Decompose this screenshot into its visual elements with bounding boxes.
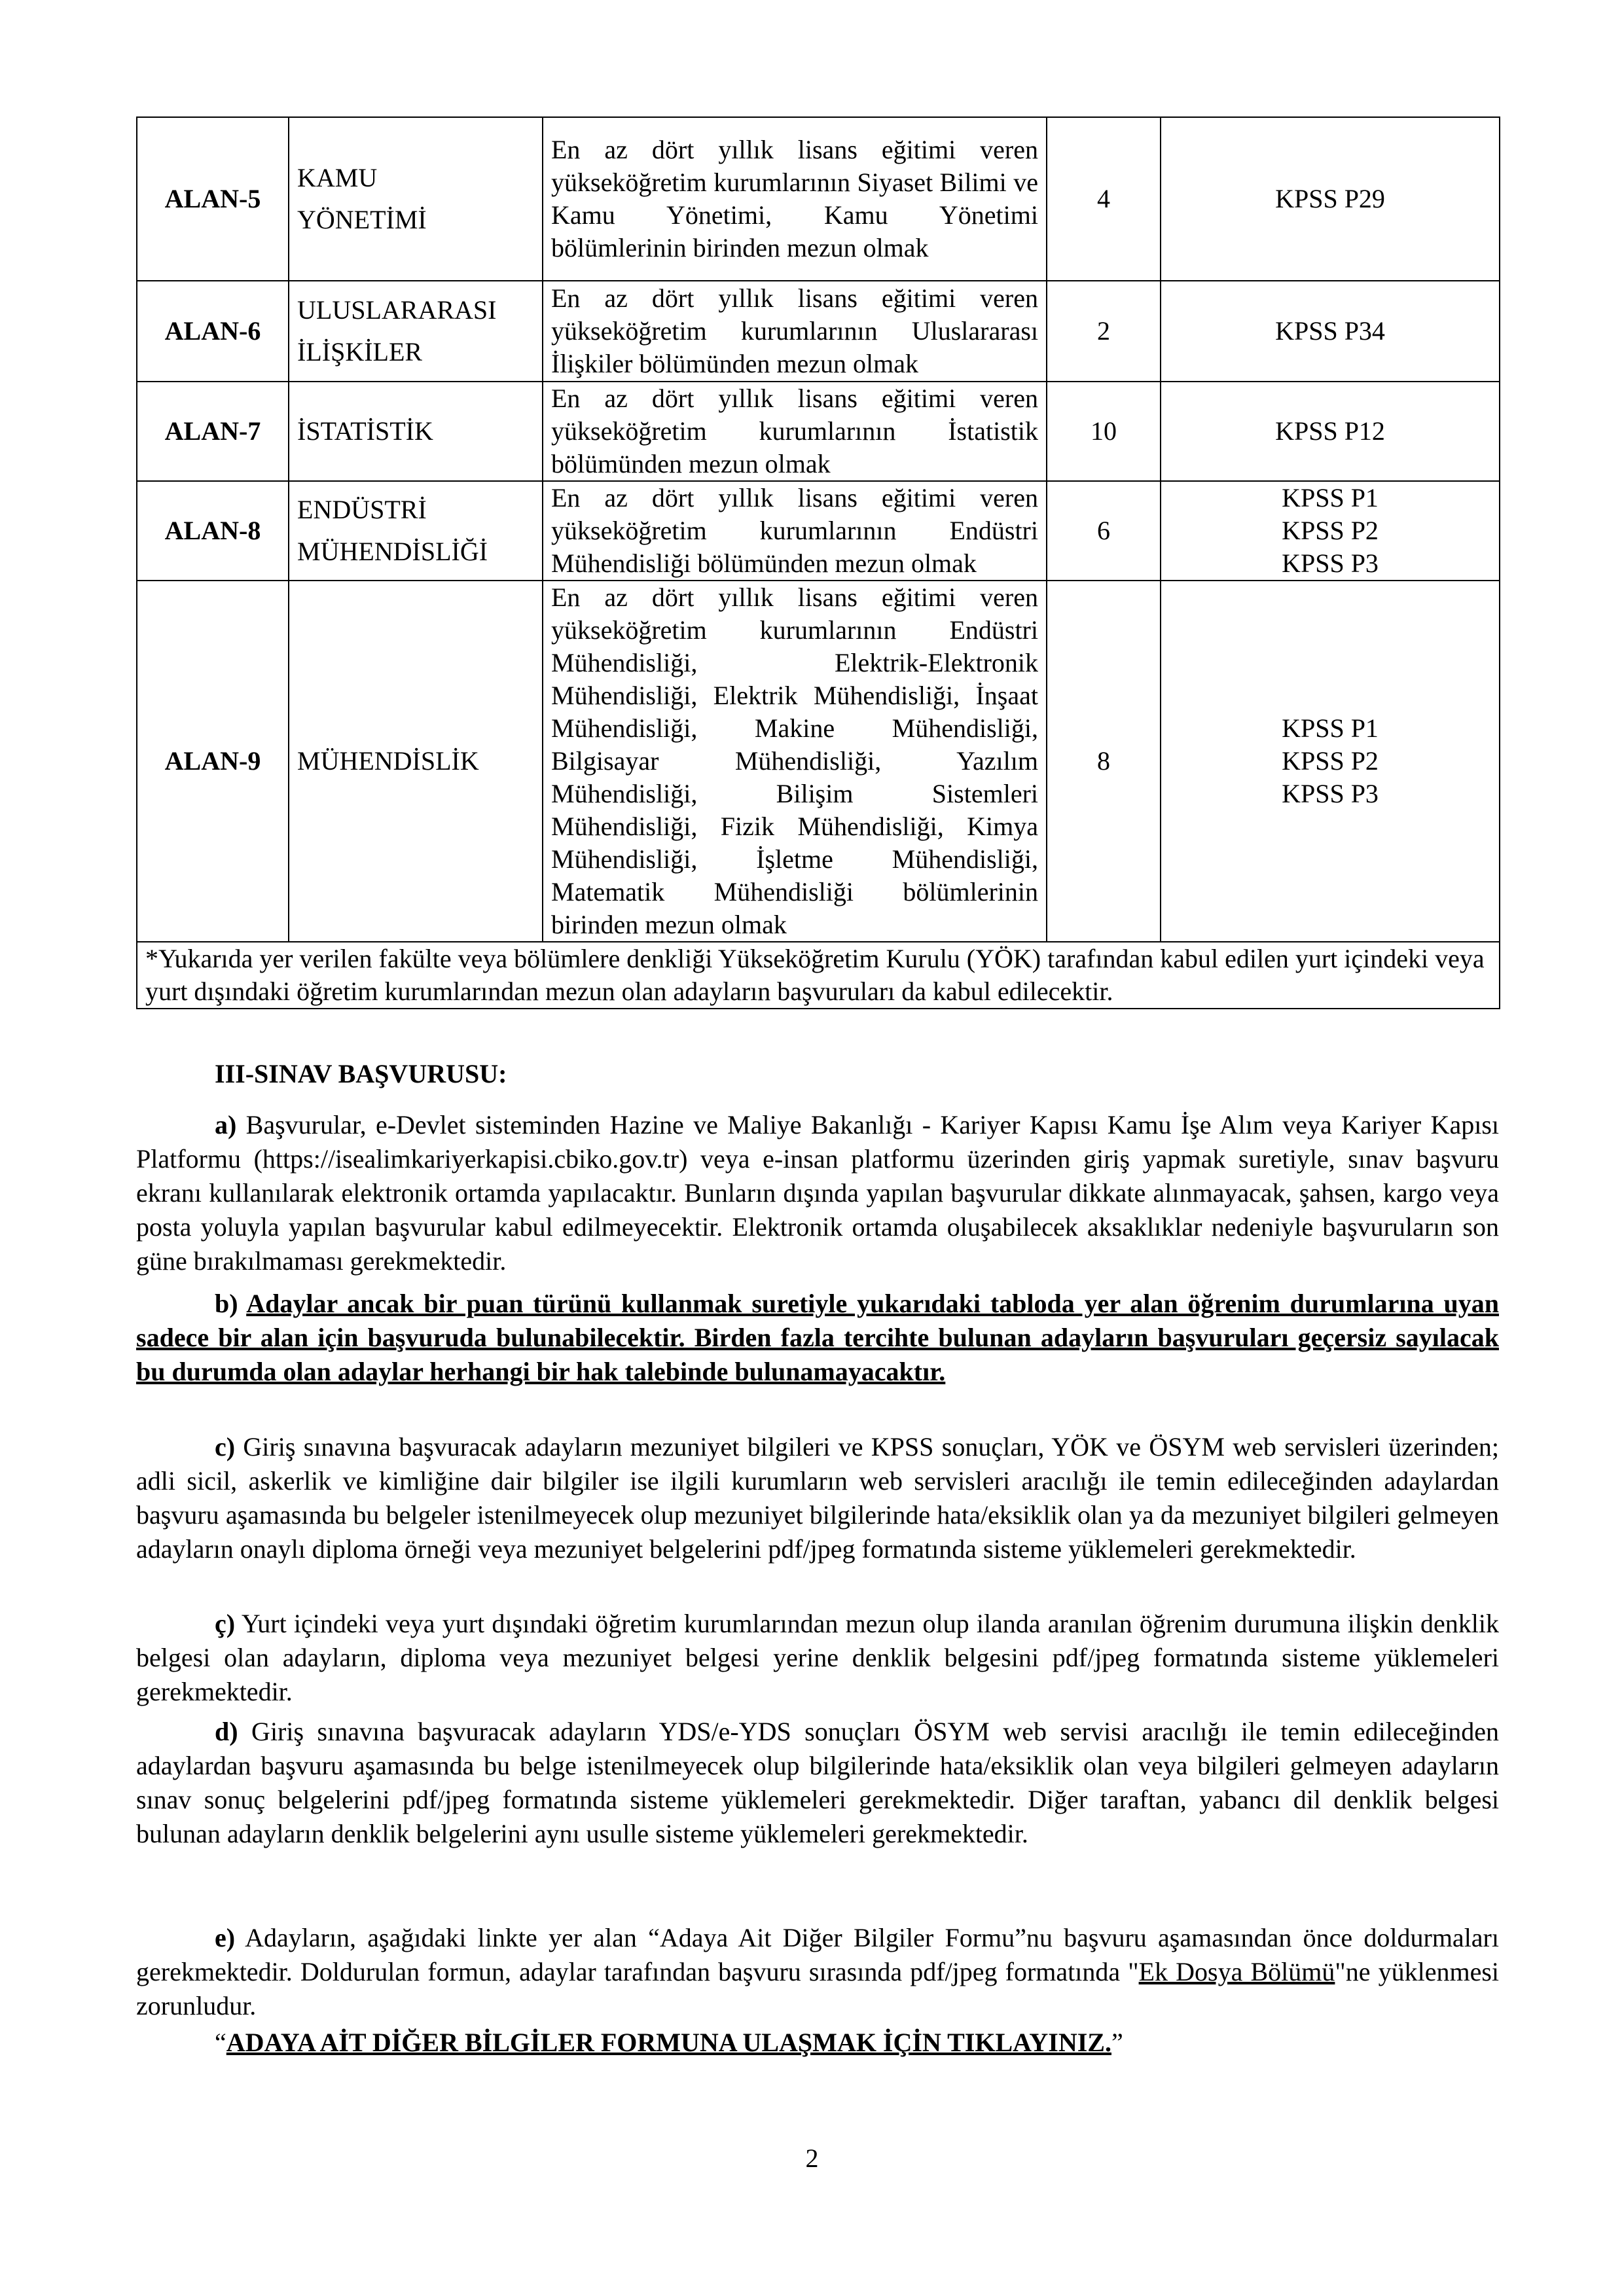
area-score-types [1161,382,1500,481]
area-requirement: En az dört yıllık lisans eğitimi veren yükseköğretim kurumlarının Uluslararası İlişkiler bölümünden mezun olmak [543,281,1047,382]
paragraph-a-text: Başvurular, e-Devlet sisteminden Hazine ve Maliye Bakanlığı - Kariyer Kapısı Kamu İşe Alım veya Kariyer Kapısı Platformu (https://isealimkariyerkapisi.cbiko.gov.tr) veya e-insan platformu üzerinden giriş yapmak suretiyle, sınav başvuru ekranı kullanılarak elektronik ortamda yapılacaktır. Bunların dışında yapılan başvurular dikkate alınmayacak, şahsen, kargo veya posta yoluyla yapılan başvurular kabul edilmeyecektir. Elektronik ortamda oluşabilecek aksaklıklar nedeniyle başvuruların son güne bırakılmaması gerekmektedir. [136,1110,1499,1276]
paragraph-e-label: e) [215,1923,236,1952]
paragraph-d [136,1715,1499,1851]
area-requirement: En az dört yıllık lisans eğitimi veren yükseköğretim kurumlarının Endüstri Mühendisliği, Elektrik-Elektronik Mühendisliği, Elektrik Mühendisliği, İnşaat Mühendisliği, Makine Mühendisliği, Bilgisayar Mühendisliği, Yazılım Mühendisliği, Bilişim Sistemleri Mühendisliği, Fizik Mühendisliği, Kimya Mühendisliği, İşletme Mühendisliği, Matematik Mühendisliği bölümlerinin birinden mezun olmak [543,581,1047,942]
score-type: KPSS P2 [1282,516,1379,545]
area-name-line: MÜHENDİSLİĞİ [297,537,488,566]
paragraph-b-text: Adaylar ancak bir puan türünü kullanmak suretiyle yukarıdaki tabloda yer alan öğrenim durumlarına uyan sadece bir alan için başvuruda bulunabilecektir. Birden fazla tercihte bulunan adayların başvuruları geçersiz sayılacak bu durumda olan adaylar herhangi bir hak talebinde bulunamayacaktır. [136,1289,1500,1386]
area-name-line: ULUSLARARASI [297,295,497,325]
score-type: KPSS P2 [1282,746,1379,776]
paragraph-c-label: c) [215,1432,236,1462]
area-code: ALAN-5 [137,117,289,281]
score-type: KPSS P12 [1275,416,1385,446]
area-quota: 10 [1047,382,1161,481]
table-footnote-row [137,942,1500,1009]
table-row [137,581,1500,942]
score-type: KPSS P3 [1282,779,1379,808]
paragraph-c-text: Giriş sınavına başvuracak adayların mezuniyet bilgileri ve KPSS sonuçları, YÖK ve ÖSYM web servisleri üzerinden; adli sicil, askerlik ve kimliğine dair bilgiler ise ilgili kurumların web servisleri aracılığı ile temin edileceğinden adaylardan başvuru aşamasında bu belgeler istenilmeyecek olup mezuniyet bilgilerinde hata/eksiklik olan ya da mezuniyet bilgileri gelmeyen adayların onaylı diploma örneği veya mezuniyet belgelerini pdf/jpeg formatında sisteme yüklemeleri gerekmektedir. [136,1432,1499,1564]
paragraph-b [136,1287,1499,1389]
paragraph-e-text-before: Adayların, aşağıdaki linkte yer alan “Adaya Ait Diğer Bilgiler Formu”nu başvuru aşamasından önce doldurmaları gerekmektedir. Doldurulan formun, adaylar tarafından başvuru sırasında pdf/jpeg formatında " [136,1923,1499,1986]
area-code: ALAN-9 [137,581,289,942]
table-row [137,481,1500,581]
area-name-line: YÖNETİMİ [297,205,427,234]
area-name-line: MÜHENDİSLİK [297,746,479,776]
area-score-types [1161,117,1500,281]
table-footnote: *Yukarıda yer verilen fakülte veya bölümlere denkliği Yükseköğretim Kurulu (YÖK) tarafından kabul edilen yurt içindeki veya yurt dışındaki öğretim kurumlarından mezun olan adayların başvuruları da kabul edilecektir. [137,942,1500,1009]
paragraph-cc [136,1607,1499,1709]
area-name-line: KAMU [297,163,378,192]
paragraph-a [136,1108,1499,1278]
ek-dosya-link[interactable]: Ek Dosya Bölümü [1138,1957,1335,1986]
section-heading: III-SINAV BAŞVURUSU: [215,1059,507,1088]
area-name [289,382,543,481]
area-quota: 8 [1047,581,1161,942]
form-link-line [215,2026,1123,2060]
area-score-types [1161,581,1500,942]
area-name [289,481,543,581]
paragraph-e-text-after: "ne yüklenmesi zorunludur. [136,1957,1500,2020]
area-code: ALAN-7 [137,382,289,481]
paragraph-e [136,1921,1499,2023]
paragraph-b-label: b) [215,1289,238,1318]
table-row [137,281,1500,382]
score-type: KPSS P29 [1275,184,1385,213]
area-name-line: ENDÜSTRİ [297,495,427,524]
form-link[interactable]: ADAYA AİT DİĞER BİLGİLER FORMUNA ULAŞMAK İÇİN TIKLAYINIZ. [226,2028,1111,2057]
paragraph-cc-text: Yurt içindeki veya yurt dışındaki öğretim kurumlarından mezun olup ilanda aranılan öğrenim durumuna ilişkin denklik belgesi olan adayların, diploma veya mezuniyet belgesi yerine denklik belgesini pdf/jpeg formatında sisteme yüklemeleri gerekmektedir. [136,1609,1499,1706]
area-code: ALAN-6 [137,281,289,382]
score-type: KPSS P34 [1275,316,1385,346]
area-name [289,581,543,942]
paragraph-a-label: a) [215,1110,237,1139]
area-requirement: En az dört yıllık lisans eğitimi veren yükseköğretim kurumlarının Siyaset Bilimi ve Kamu Yönetimi, Kamu Yönetimi bölümlerinin birinden mezun olmak [543,117,1047,281]
score-type: KPSS P1 [1282,713,1379,743]
area-quota: 4 [1047,117,1161,281]
table-row [137,117,1500,281]
score-type: KPSS P3 [1282,548,1379,578]
area-name [289,117,543,281]
score-type: KPSS P1 [1282,483,1379,512]
area-quota: 2 [1047,281,1161,382]
form-link-close-quote: ” [1111,2028,1123,2057]
paragraph-cc-label: ç) [215,1609,236,1638]
paragraph-d-label: d) [215,1717,238,1746]
areas-table-body [137,117,1500,1009]
area-score-types [1161,481,1500,581]
form-link-open-quote: “ [215,2028,226,2057]
page-number: 2 [805,2144,819,2173]
area-name-line: İLİŞKİLER [297,337,423,367]
area-requirement: En az dört yıllık lisans eğitimi veren yükseköğretim kurumlarının İstatistik bölümünden mezun olmak [543,382,1047,481]
area-requirement: En az dört yıllık lisans eğitimi veren yükseköğretim kurumlarının Endüstri Mühendisliği bölümünden mezun olmak [543,481,1047,581]
area-quota: 6 [1047,481,1161,581]
area-code: ALAN-8 [137,481,289,581]
paragraph-d-text: Giriş sınavına başvuracak adayların YDS/e-YDS sonuçları ÖSYM web servisi aracılığı ile temin edileceğinden adaylardan başvuru aşamasında bu belge istenilmeyecek olup bilgilerinde hata/eksiklik olan veya bilgileri gelmeyen adayların sınav sonuç belgelerini pdf/jpeg formatında sisteme yüklemeleri gerekmektedir. Diğer taraftan, yabancı dil denklik belgesi bulunan adayların denklik belgelerini aynı usulle sisteme yüklemeleri gerekmektedir. [136,1717,1499,1848]
area-name-line: İSTATİSTİK [297,416,433,446]
area-score-types [1161,281,1500,382]
areas-table [136,117,1500,1009]
table-row [137,382,1500,481]
area-name [289,281,543,382]
paragraph-c [136,1430,1499,1566]
